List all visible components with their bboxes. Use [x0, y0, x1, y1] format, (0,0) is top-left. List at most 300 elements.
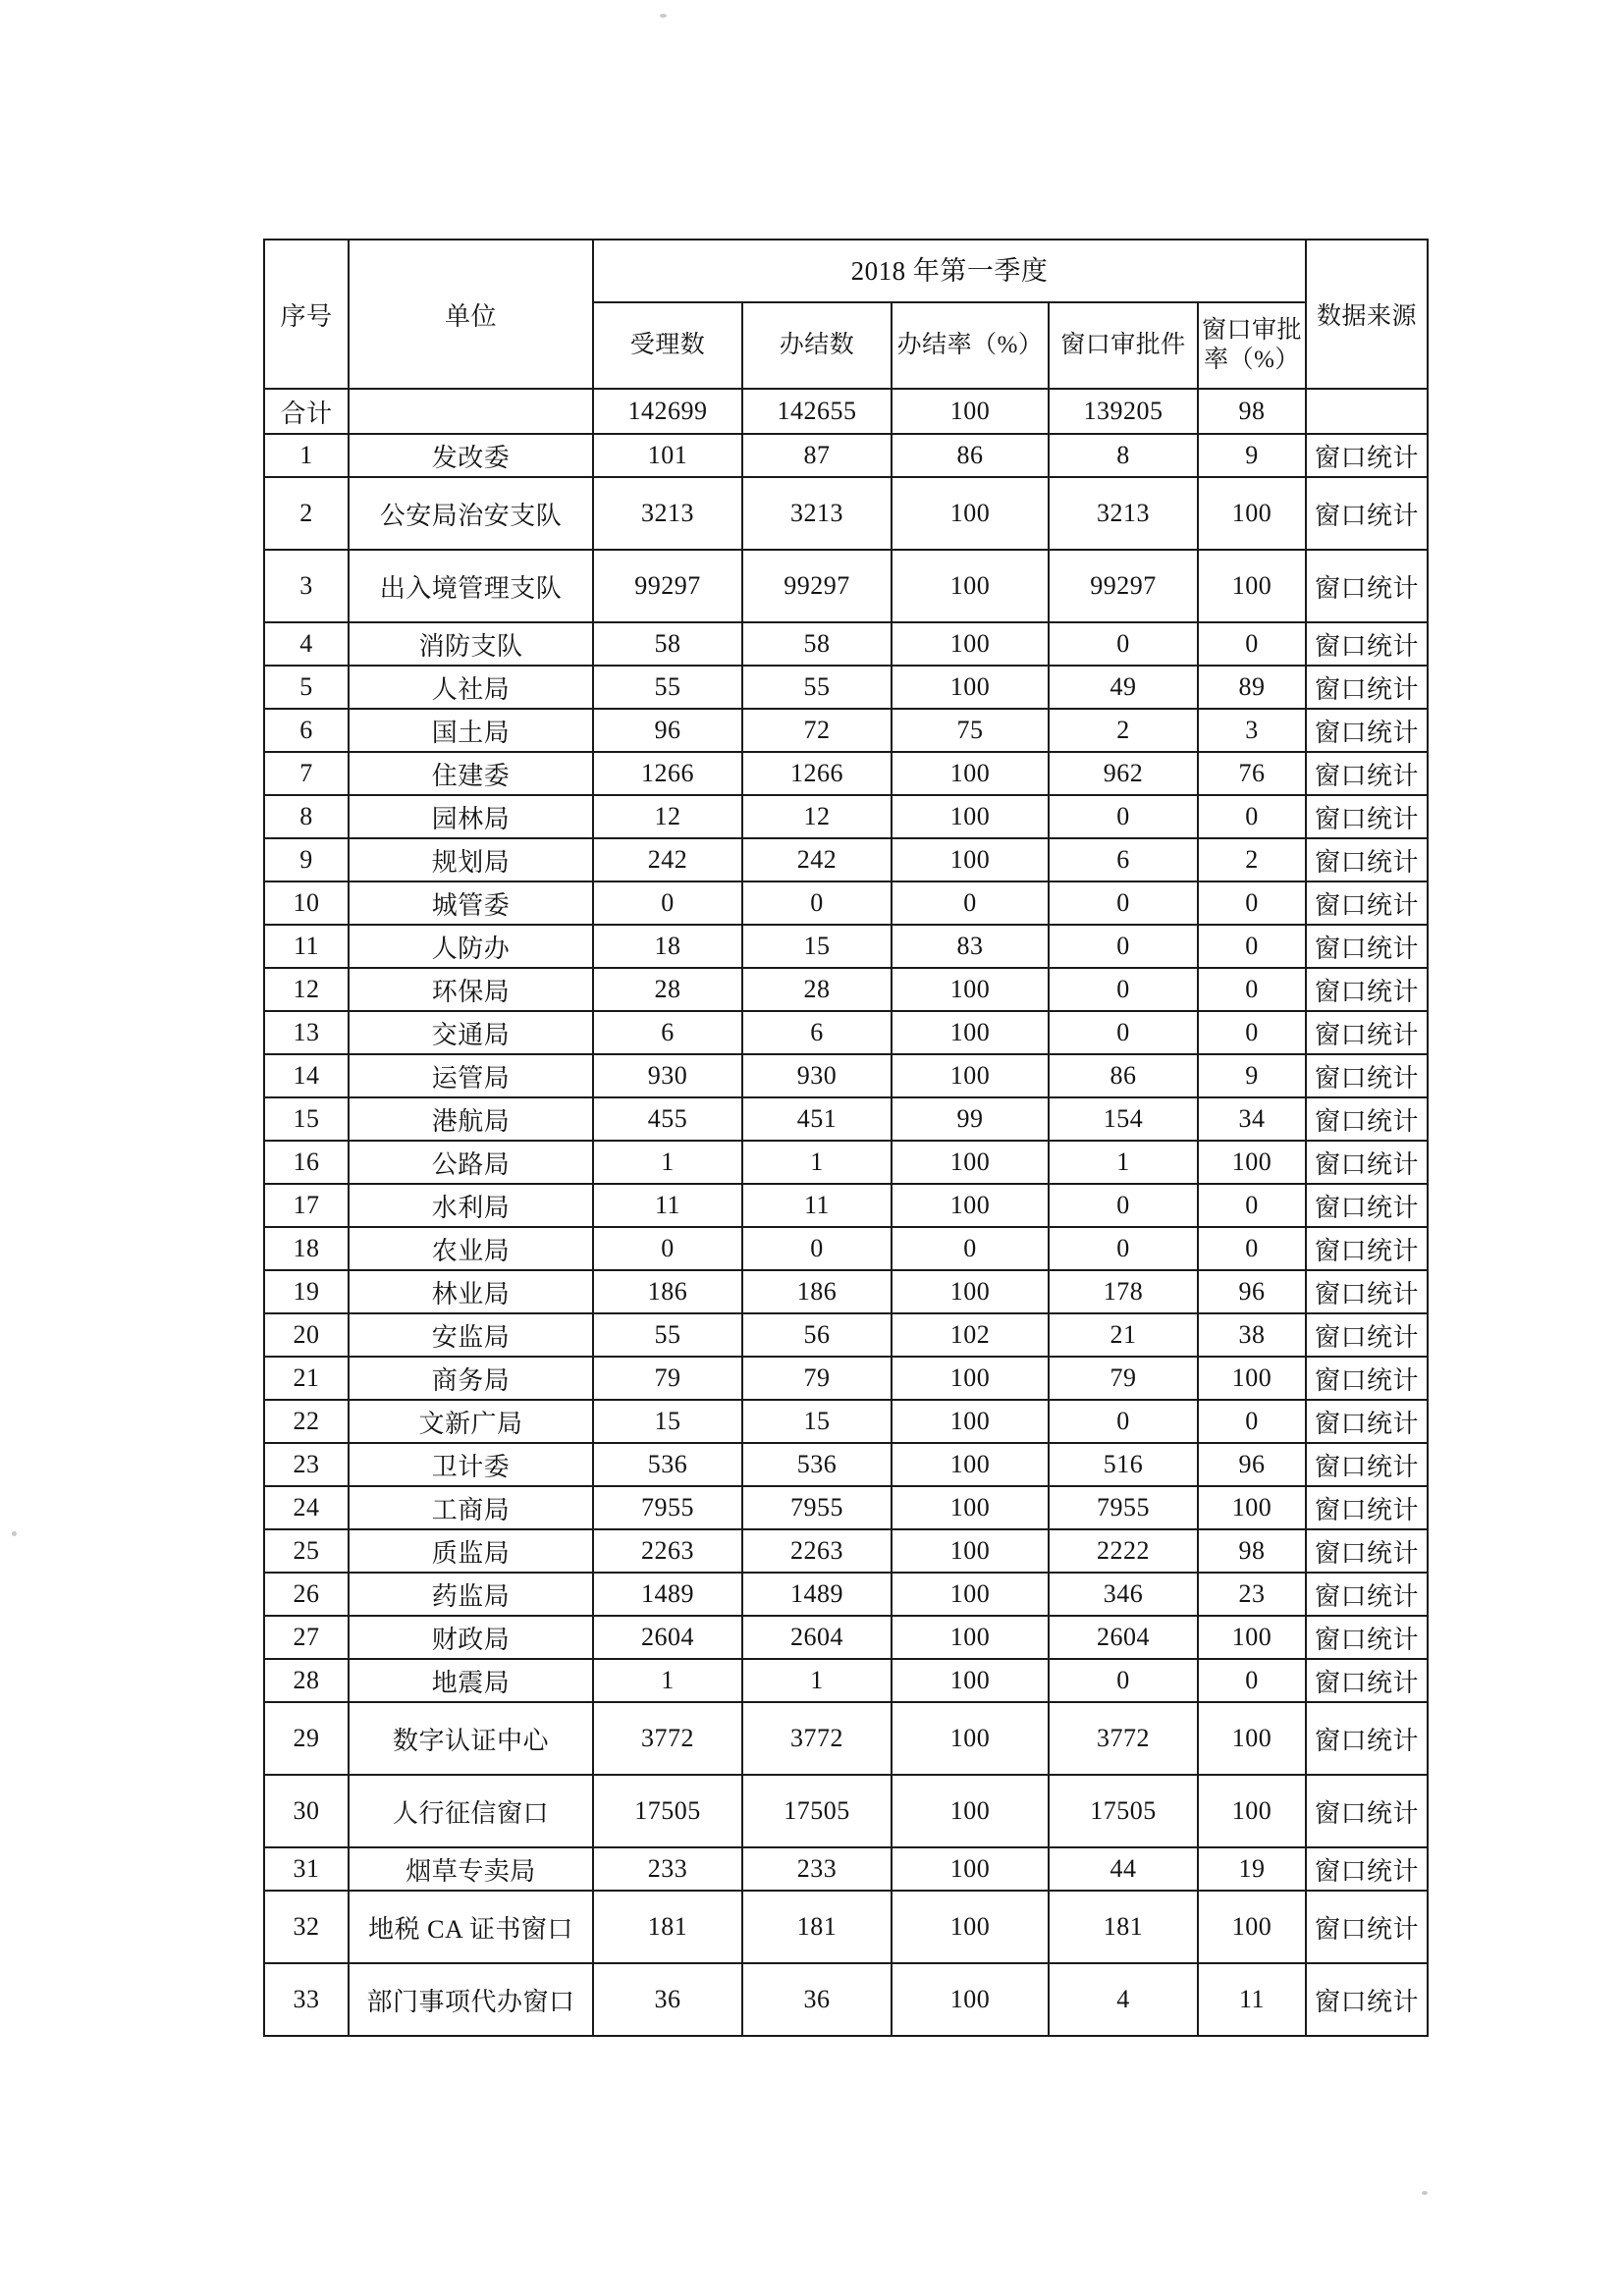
cell-received: 233 — [593, 1847, 742, 1891]
cell-window-rate: 0 — [1198, 968, 1306, 1011]
cell-completion-rate: 100 — [892, 1847, 1049, 1891]
cell-received: 1266 — [593, 752, 742, 795]
cell-seq: 14 — [264, 1054, 349, 1097]
cell-seq: 30 — [264, 1775, 349, 1847]
cell-window-approvals: 0 — [1049, 1227, 1198, 1270]
cell-unit: 地震局 — [349, 1659, 593, 1702]
cell-window-approvals-total: 139205 — [1049, 389, 1198, 434]
cell-completion-rate: 100 — [892, 666, 1049, 709]
cell-seq: 13 — [264, 1011, 349, 1054]
cell-completed: 1266 — [742, 752, 892, 795]
header-window-approval-rate: 窗口审批率（%） — [1198, 302, 1306, 389]
cell-window-approvals: 0 — [1049, 1659, 1198, 1702]
cell-data-source: 窗口统计 — [1306, 1616, 1428, 1659]
cell-seq-total: 合计 — [264, 389, 349, 434]
cell-completed: 79 — [742, 1357, 892, 1400]
cell-seq: 4 — [264, 622, 349, 666]
table-row — [264, 1313, 1428, 1357]
cell-received: 6 — [593, 1011, 742, 1054]
cell-window-rate: 96 — [1198, 1270, 1306, 1313]
cell-unit: 住建委 — [349, 752, 593, 795]
table-row — [264, 1443, 1428, 1486]
cell-received: 99297 — [593, 550, 742, 622]
cell-window-rate: 34 — [1198, 1097, 1306, 1141]
cell-received: 186 — [593, 1270, 742, 1313]
cell-data-source: 窗口统计 — [1306, 1097, 1428, 1141]
cell-window-approvals: 8 — [1049, 434, 1198, 477]
cell-completion-rate: 100 — [892, 1141, 1049, 1184]
cell-data-source: 窗口统计 — [1306, 1054, 1428, 1097]
cell-window-rate: 3 — [1198, 709, 1306, 752]
cell-received: 1 — [593, 1659, 742, 1702]
cell-seq: 1 — [264, 434, 349, 477]
header-unit: 单位 — [349, 240, 593, 389]
cell-seq: 21 — [264, 1357, 349, 1400]
cell-completed: 536 — [742, 1443, 892, 1486]
cell-received: 0 — [593, 1227, 742, 1270]
cell-unit: 运管局 — [349, 1054, 593, 1097]
scan-artifact-left — [12, 1531, 17, 1536]
table-row — [264, 1847, 1428, 1891]
cell-window-approvals: 6 — [1049, 838, 1198, 881]
cell-received: 17505 — [593, 1775, 742, 1847]
cell-data-source: 窗口统计 — [1306, 1400, 1428, 1443]
cell-seq: 16 — [264, 1141, 349, 1184]
table-row — [264, 477, 1428, 550]
table-row — [264, 434, 1428, 477]
cell-window-rate-total: 98 — [1198, 389, 1306, 434]
table-row — [264, 1400, 1428, 1443]
header-received: 受理数 — [593, 302, 742, 389]
cell-window-rate: 100 — [1198, 477, 1306, 550]
table-header — [264, 240, 1428, 389]
cell-data-source: 窗口统计 — [1306, 925, 1428, 968]
cell-completion-rate: 100 — [892, 1270, 1049, 1313]
cell-completed: 99297 — [742, 550, 892, 622]
cell-window-rate: 9 — [1198, 1054, 1306, 1097]
cell-window-rate: 0 — [1198, 1184, 1306, 1227]
cell-completion-rate: 75 — [892, 709, 1049, 752]
cell-seq: 17 — [264, 1184, 349, 1227]
scan-artifact-top — [660, 14, 667, 18]
cell-received: 1489 — [593, 1573, 742, 1616]
cell-completed: 58 — [742, 622, 892, 666]
cell-data-source: 窗口统计 — [1306, 1659, 1428, 1702]
cell-data-source: 窗口统计 — [1306, 1847, 1428, 1891]
table-row — [264, 752, 1428, 795]
cell-seq: 7 — [264, 752, 349, 795]
cell-seq: 25 — [264, 1529, 349, 1573]
table-row — [264, 1011, 1428, 1054]
cell-window-approvals: 0 — [1049, 1400, 1198, 1443]
cell-window-approvals: 4 — [1049, 1963, 1198, 2036]
cell-completion-rate: 100 — [892, 1400, 1049, 1443]
cell-completed: 0 — [742, 881, 892, 925]
table-row — [264, 1529, 1428, 1573]
cell-unit: 地税 CA 证书窗口 — [349, 1891, 593, 1963]
cell-completion-rate: 100 — [892, 968, 1049, 1011]
cell-unit: 园林局 — [349, 795, 593, 838]
cell-data-source: 窗口统计 — [1306, 1184, 1428, 1227]
cell-window-approvals: 0 — [1049, 622, 1198, 666]
cell-unit: 人防办 — [349, 925, 593, 968]
cell-unit: 港航局 — [349, 1097, 593, 1141]
cell-data-source: 窗口统计 — [1306, 1529, 1428, 1573]
cell-seq: 26 — [264, 1573, 349, 1616]
table-row — [264, 622, 1428, 666]
cell-seq: 5 — [264, 666, 349, 709]
cell-completion-rate: 100 — [892, 1054, 1049, 1097]
cell-received: 79 — [593, 1357, 742, 1400]
table-row-total — [264, 389, 1428, 434]
table-row — [264, 1891, 1428, 1963]
cell-unit: 数字认证中心 — [349, 1702, 593, 1775]
cell-window-approvals: 0 — [1049, 881, 1198, 925]
cell-received: 11 — [593, 1184, 742, 1227]
table-row — [264, 881, 1428, 925]
cell-window-rate: 100 — [1198, 550, 1306, 622]
cell-window-approvals: 0 — [1049, 1184, 1198, 1227]
cell-data-source: 窗口统计 — [1306, 1443, 1428, 1486]
cell-seq: 8 — [264, 795, 349, 838]
cell-data-source: 窗口统计 — [1306, 838, 1428, 881]
table-row — [264, 1616, 1428, 1659]
cell-window-approvals: 0 — [1049, 925, 1198, 968]
cell-completion-rate: 100 — [892, 1616, 1049, 1659]
cell-window-rate: 100 — [1198, 1891, 1306, 1963]
cell-window-rate: 9 — [1198, 434, 1306, 477]
cell-received: 15 — [593, 1400, 742, 1443]
table-row — [264, 1270, 1428, 1313]
cell-window-rate: 0 — [1198, 622, 1306, 666]
cell-completed: 451 — [742, 1097, 892, 1141]
cell-completion-rate: 83 — [892, 925, 1049, 968]
cell-completed: 15 — [742, 1400, 892, 1443]
cell-completion-rate: 100 — [892, 1891, 1049, 1963]
cell-completed: 1 — [742, 1141, 892, 1184]
cell-unit-total — [349, 389, 593, 434]
cell-completion-rate: 0 — [892, 881, 1049, 925]
cell-unit: 人社局 — [349, 666, 593, 709]
table-row — [264, 1486, 1428, 1529]
cell-completion-rate: 99 — [892, 1097, 1049, 1141]
cell-unit: 烟草专卖局 — [349, 1847, 593, 1891]
cell-unit: 工商局 — [349, 1486, 593, 1529]
cell-seq: 11 — [264, 925, 349, 968]
cell-completion-rate: 0 — [892, 1227, 1049, 1270]
cell-window-rate: 0 — [1198, 881, 1306, 925]
table-row — [264, 838, 1428, 881]
cell-unit: 出入境管理支队 — [349, 550, 593, 622]
cell-unit: 药监局 — [349, 1573, 593, 1616]
cell-seq: 33 — [264, 1963, 349, 2036]
cell-window-approvals: 44 — [1049, 1847, 1198, 1891]
cell-unit: 交通局 — [349, 1011, 593, 1054]
cell-completed: 7955 — [742, 1486, 892, 1529]
cell-data-source: 窗口统计 — [1306, 1227, 1428, 1270]
cell-completed: 6 — [742, 1011, 892, 1054]
cell-unit: 部门事项代办窗口 — [349, 1963, 593, 2036]
cell-window-rate: 38 — [1198, 1313, 1306, 1357]
cell-unit: 国土局 — [349, 709, 593, 752]
header-seq: 序号 — [264, 240, 349, 389]
cell-received: 0 — [593, 881, 742, 925]
table-row — [264, 1357, 1428, 1400]
cell-completed: 15 — [742, 925, 892, 968]
cell-unit: 规划局 — [349, 838, 593, 881]
table-row — [264, 1097, 1428, 1141]
cell-data-source: 窗口统计 — [1306, 1313, 1428, 1357]
cell-window-rate: 96 — [1198, 1443, 1306, 1486]
cell-completion-rate: 100 — [892, 1011, 1049, 1054]
cell-window-rate: 0 — [1198, 795, 1306, 838]
cell-unit: 发改委 — [349, 434, 593, 477]
cell-window-rate: 11 — [1198, 1963, 1306, 2036]
cell-received: 3213 — [593, 477, 742, 550]
cell-completion-rate: 100 — [892, 477, 1049, 550]
cell-received: 28 — [593, 968, 742, 1011]
cell-window-approvals: 962 — [1049, 752, 1198, 795]
cell-received: 2263 — [593, 1529, 742, 1573]
cell-seq: 28 — [264, 1659, 349, 1702]
cell-completion-rate: 100 — [892, 1184, 1049, 1227]
table-row — [264, 1775, 1428, 1847]
cell-unit: 林业局 — [349, 1270, 593, 1313]
cell-window-rate: 23 — [1198, 1573, 1306, 1616]
cell-window-rate: 0 — [1198, 1400, 1306, 1443]
table-row — [264, 925, 1428, 968]
cell-window-approvals: 2 — [1049, 709, 1198, 752]
cell-seq: 10 — [264, 881, 349, 925]
cell-window-rate: 2 — [1198, 838, 1306, 881]
cell-completion-rate: 100 — [892, 795, 1049, 838]
cell-window-approvals: 17505 — [1049, 1775, 1198, 1847]
cell-received: 242 — [593, 838, 742, 881]
cell-unit: 农业局 — [349, 1227, 593, 1270]
header-window-approvals: 窗口审批件 — [1049, 302, 1198, 389]
cell-window-rate: 0 — [1198, 1011, 1306, 1054]
cell-unit: 公安局治安支队 — [349, 477, 593, 550]
cell-unit: 环保局 — [349, 968, 593, 1011]
cell-completion-rate: 100 — [892, 1573, 1049, 1616]
cell-data-source: 窗口统计 — [1306, 1357, 1428, 1400]
cell-received: 2604 — [593, 1616, 742, 1659]
cell-completed: 55 — [742, 666, 892, 709]
table-row — [264, 709, 1428, 752]
table-row — [264, 1054, 1428, 1097]
cell-window-approvals: 178 — [1049, 1270, 1198, 1313]
header-completion-rate: 办结率（%） — [892, 302, 1049, 389]
cell-data-source: 窗口统计 — [1306, 1011, 1428, 1054]
cell-completed: 12 — [742, 795, 892, 838]
cell-window-rate: 100 — [1198, 1616, 1306, 1659]
cell-received-total: 142699 — [593, 389, 742, 434]
cell-data-source: 窗口统计 — [1306, 622, 1428, 666]
cell-window-rate: 100 — [1198, 1141, 1306, 1184]
cell-received: 7955 — [593, 1486, 742, 1529]
cell-window-rate: 100 — [1198, 1486, 1306, 1529]
cell-received: 930 — [593, 1054, 742, 1097]
cell-received: 3772 — [593, 1702, 742, 1775]
table-row — [264, 1659, 1428, 1702]
cell-data-source: 窗口统计 — [1306, 1775, 1428, 1847]
cell-seq: 18 — [264, 1227, 349, 1270]
table-row — [264, 1963, 1428, 2036]
cell-received: 536 — [593, 1443, 742, 1486]
cell-data-source: 窗口统计 — [1306, 1573, 1428, 1616]
scan-artifact-bottom — [1422, 2191, 1428, 2195]
cell-seq: 15 — [264, 1097, 349, 1141]
cell-received: 101 — [593, 434, 742, 477]
table-row — [264, 1702, 1428, 1775]
cell-unit: 文新广局 — [349, 1400, 593, 1443]
cell-window-rate: 100 — [1198, 1775, 1306, 1847]
cell-window-rate: 100 — [1198, 1357, 1306, 1400]
cell-window-approvals: 2222 — [1049, 1529, 1198, 1573]
cell-data-source: 窗口统计 — [1306, 881, 1428, 925]
cell-completion-rate: 102 — [892, 1313, 1049, 1357]
cell-window-rate: 89 — [1198, 666, 1306, 709]
cell-received: 36 — [593, 1963, 742, 2036]
cell-unit: 消防支队 — [349, 622, 593, 666]
cell-window-rate: 19 — [1198, 1847, 1306, 1891]
cell-completed: 186 — [742, 1270, 892, 1313]
cell-received: 181 — [593, 1891, 742, 1963]
cell-data-source: 窗口统计 — [1306, 550, 1428, 622]
cell-completion-rate: 100 — [892, 752, 1049, 795]
table-row — [264, 1227, 1428, 1270]
cell-window-approvals: 3213 — [1049, 477, 1198, 550]
statistics-table — [263, 239, 1429, 2037]
cell-data-source: 窗口统计 — [1306, 795, 1428, 838]
cell-completed: 233 — [742, 1847, 892, 1891]
cell-window-approvals: 99297 — [1049, 550, 1198, 622]
cell-completion-rate: 86 — [892, 434, 1049, 477]
cell-seq: 32 — [264, 1891, 349, 1963]
cell-completed: 72 — [742, 709, 892, 752]
cell-window-approvals: 86 — [1049, 1054, 1198, 1097]
cell-unit: 城管委 — [349, 881, 593, 925]
cell-data-source: 窗口统计 — [1306, 1702, 1428, 1775]
cell-window-approvals: 79 — [1049, 1357, 1198, 1400]
cell-completion-rate: 100 — [892, 1963, 1049, 2036]
cell-received: 55 — [593, 1313, 742, 1357]
cell-window-rate: 100 — [1198, 1702, 1306, 1775]
cell-completed: 28 — [742, 968, 892, 1011]
table-row — [264, 1184, 1428, 1227]
cell-completed: 3213 — [742, 477, 892, 550]
cell-window-approvals: 0 — [1049, 1011, 1198, 1054]
cell-completed: 181 — [742, 1891, 892, 1963]
cell-window-rate: 98 — [1198, 1529, 1306, 1573]
cell-window-rate: 0 — [1198, 1227, 1306, 1270]
cell-completion-rate: 100 — [892, 838, 1049, 881]
cell-unit: 安监局 — [349, 1313, 593, 1357]
cell-completion-rate: 100 — [892, 550, 1049, 622]
cell-completed: 0 — [742, 1227, 892, 1270]
cell-seq: 9 — [264, 838, 349, 881]
cell-completed: 1 — [742, 1659, 892, 1702]
cell-completed: 87 — [742, 434, 892, 477]
cell-window-approvals: 2604 — [1049, 1616, 1198, 1659]
cell-window-rate: 76 — [1198, 752, 1306, 795]
cell-unit: 卫计委 — [349, 1443, 593, 1486]
cell-window-approvals: 346 — [1049, 1573, 1198, 1616]
cell-unit: 人行征信窗口 — [349, 1775, 593, 1847]
cell-unit: 水利局 — [349, 1184, 593, 1227]
cell-data-source: 窗口统计 — [1306, 752, 1428, 795]
cell-seq: 3 — [264, 550, 349, 622]
cell-completion-rate: 100 — [892, 1529, 1049, 1573]
cell-data-source: 窗口统计 — [1306, 1963, 1428, 2036]
cell-seq: 24 — [264, 1486, 349, 1529]
cell-seq: 29 — [264, 1702, 349, 1775]
cell-completion-rate-total: 100 — [892, 389, 1049, 434]
cell-completed: 242 — [742, 838, 892, 881]
cell-completed: 11 — [742, 1184, 892, 1227]
cell-seq: 6 — [264, 709, 349, 752]
cell-completed: 17505 — [742, 1775, 892, 1847]
cell-unit: 质监局 — [349, 1529, 593, 1573]
cell-completed: 2263 — [742, 1529, 892, 1573]
table-row — [264, 1573, 1428, 1616]
cell-data-source: 窗口统计 — [1306, 434, 1428, 477]
cell-window-approvals: 181 — [1049, 1891, 1198, 1963]
cell-seq: 23 — [264, 1443, 349, 1486]
cell-seq: 27 — [264, 1616, 349, 1659]
cell-completed: 56 — [742, 1313, 892, 1357]
statistics-table-container — [263, 239, 1427, 2037]
cell-completion-rate: 100 — [892, 622, 1049, 666]
cell-seq: 12 — [264, 968, 349, 1011]
cell-data-source: 窗口统计 — [1306, 1270, 1428, 1313]
table-row — [264, 968, 1428, 1011]
header-data-source: 数据来源 — [1306, 240, 1428, 389]
cell-received: 18 — [593, 925, 742, 968]
cell-unit: 财政局 — [349, 1616, 593, 1659]
cell-completed: 3772 — [742, 1702, 892, 1775]
cell-data-source: 窗口统计 — [1306, 1141, 1428, 1184]
cell-window-approvals: 0 — [1049, 795, 1198, 838]
cell-window-approvals: 1 — [1049, 1141, 1198, 1184]
cell-window-approvals: 516 — [1049, 1443, 1198, 1486]
cell-unit: 商务局 — [349, 1357, 593, 1400]
cell-completion-rate: 100 — [892, 1357, 1049, 1400]
header-quarter: 2018 年第一季度 — [593, 240, 1306, 302]
cell-data-source: 窗口统计 — [1306, 709, 1428, 752]
cell-received: 96 — [593, 709, 742, 752]
cell-window-approvals: 3772 — [1049, 1702, 1198, 1775]
cell-window-approvals: 21 — [1049, 1313, 1198, 1357]
cell-unit: 公路局 — [349, 1141, 593, 1184]
cell-data-source: 窗口统计 — [1306, 477, 1428, 550]
cell-completion-rate: 100 — [892, 1702, 1049, 1775]
header-row-quarter — [264, 240, 1428, 302]
cell-data-source: 窗口统计 — [1306, 666, 1428, 709]
cell-seq: 2 — [264, 477, 349, 550]
cell-completed-total: 142655 — [742, 389, 892, 434]
cell-window-rate: 0 — [1198, 1659, 1306, 1702]
cell-received: 55 — [593, 666, 742, 709]
cell-seq: 22 — [264, 1400, 349, 1443]
cell-window-rate: 0 — [1198, 925, 1306, 968]
cell-window-approvals: 49 — [1049, 666, 1198, 709]
cell-completion-rate: 100 — [892, 1486, 1049, 1529]
cell-data-source: 窗口统计 — [1306, 968, 1428, 1011]
cell-completion-rate: 100 — [892, 1443, 1049, 1486]
cell-completed: 1489 — [742, 1573, 892, 1616]
cell-received: 1 — [593, 1141, 742, 1184]
